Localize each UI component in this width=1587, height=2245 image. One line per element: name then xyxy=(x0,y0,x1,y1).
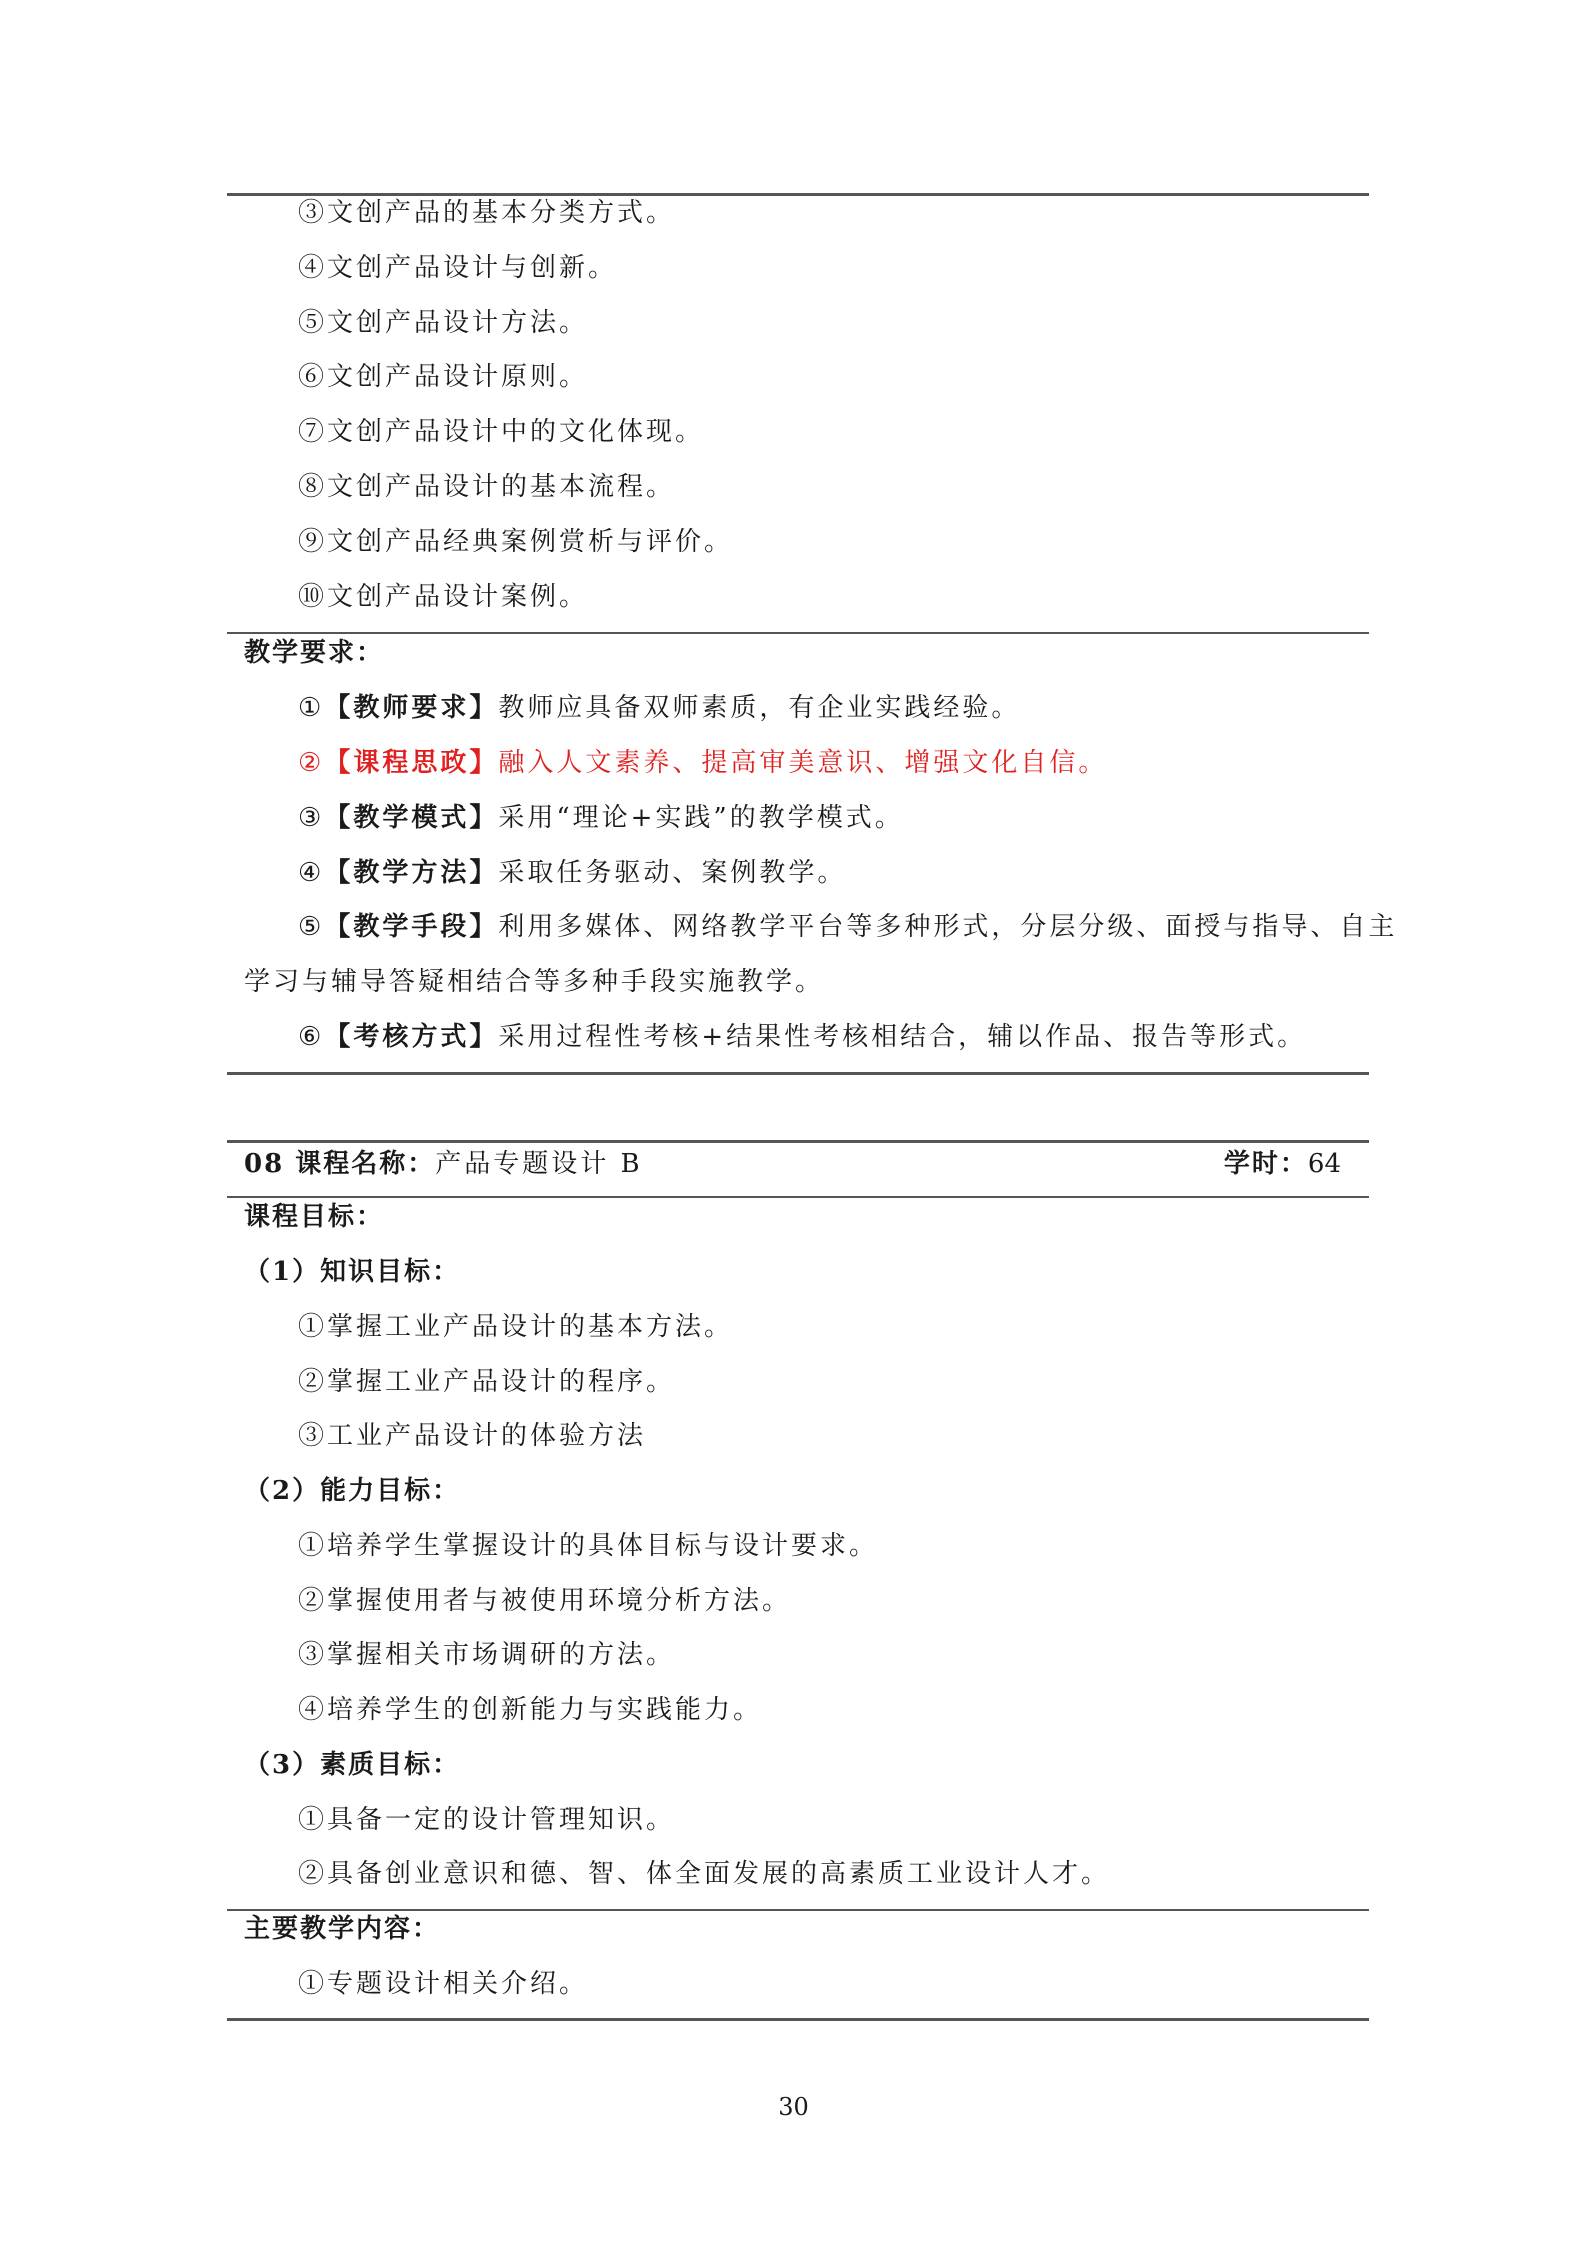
content-item: ④文创产品设计与创新。 xyxy=(298,253,618,283)
course-title-row xyxy=(244,1146,643,1182)
content-item: ⑩文创产品设计案例。 xyxy=(298,582,589,612)
course-header-rule xyxy=(227,1140,1369,1143)
content-item: ①专题设计相关介绍。 xyxy=(298,1969,589,1999)
requirement-item xyxy=(298,855,846,891)
requirement-text: 采用过程性考核+结果性考核相结合，辅以作品、报告等形式。 xyxy=(498,1022,1307,1052)
requirement-text: 利用多媒体、网络教学平台等多种形式，分层分级、面授与指导、自主 xyxy=(498,912,1398,942)
hours-label: 学时： xyxy=(1223,1149,1308,1179)
knowledge-item: ①掌握工业产品设计的基本方法。 xyxy=(298,1312,734,1342)
goals-heading: 课程目标： xyxy=(244,1202,385,1232)
content-heading: 主要教学内容： xyxy=(244,1914,441,1944)
content-item: ③文创产品的基本分类方式。 xyxy=(298,198,676,228)
requirement-num: ① xyxy=(298,693,325,723)
requirement-text: 融入人文素养、提高审美意识、增强文化自信。 xyxy=(498,748,1108,778)
page-number: 30 xyxy=(778,2093,809,2121)
hours-value: 64 xyxy=(1307,1149,1341,1179)
ability-item: ②掌握使用者与被使用环境分析方法。 xyxy=(298,1586,792,1616)
course-hours xyxy=(1224,1146,1341,1182)
requirement-num: ⑤ xyxy=(298,912,325,942)
block-end-rule xyxy=(227,2018,1369,2021)
requirement-tag: 【教师要求】 xyxy=(324,693,499,723)
knowledge-item: ③工业产品设计的体验方法 xyxy=(298,1421,647,1451)
requirement-num: ⑥ xyxy=(298,1022,325,1052)
block-end-rule xyxy=(227,1072,1369,1075)
knowledge-item: ②掌握工业产品设计的程序。 xyxy=(298,1367,676,1397)
quality-heading: （3）素质目标： xyxy=(244,1750,461,1780)
requirement-item xyxy=(298,909,1397,945)
section-divider xyxy=(227,1196,1369,1198)
knowledge-heading: （1）知识目标： xyxy=(244,1257,461,1287)
requirement-item xyxy=(298,1019,1306,1055)
requirement-num: ② xyxy=(298,748,325,778)
content-item: ⑤文创产品设计方法。 xyxy=(298,308,589,338)
quality-item: ①具备一定的设计管理知识。 xyxy=(298,1805,676,1835)
requirement-tag: 【课程思政】 xyxy=(324,748,499,778)
requirement-continuation: 学习与辅导答疑相结合等多种手段实施教学。 xyxy=(244,967,825,997)
requirement-text: 采取任务驱动、案例教学。 xyxy=(498,858,847,888)
content-item: ⑥文创产品设计原则。 xyxy=(298,362,589,392)
quality-item: ②具备创业意识和德、智、体全面发展的高素质工业设计人才。 xyxy=(298,1859,1111,1889)
content-item: ⑦文创产品设计中的文化体现。 xyxy=(298,417,705,447)
requirement-item xyxy=(298,690,1020,726)
content-item: ⑨文创产品经典案例赏析与评价。 xyxy=(298,527,734,557)
ability-item: ③掌握相关市场调研的方法。 xyxy=(298,1640,676,1670)
ability-item: ④培养学生的创新能力与实践能力。 xyxy=(298,1695,763,1725)
requirement-text: 采用“理论+实践”的教学模式。 xyxy=(498,803,904,833)
requirement-tag: 【考核方式】 xyxy=(324,1022,499,1052)
requirement-text: 教师应具备双师素质，有企业实践经验。 xyxy=(498,693,1021,723)
requirement-tag: 【教学手段】 xyxy=(324,912,499,942)
requirement-tag: 【教学方法】 xyxy=(324,858,499,888)
requirement-num: ③ xyxy=(298,803,325,833)
requirement-item xyxy=(298,800,904,836)
course-label: 08 课程名称： xyxy=(244,1149,436,1179)
content-item: ⑧文创产品设计的基本流程。 xyxy=(298,472,676,502)
requirement-tag: 【教学模式】 xyxy=(324,803,499,833)
course-name: 产品专题设计 B xyxy=(435,1149,643,1179)
requirement-num: ④ xyxy=(298,858,325,888)
section-divider xyxy=(227,632,1369,634)
ability-item: ①培养学生掌握设计的具体目标与设计要求。 xyxy=(298,1531,879,1561)
requirement-item-highlight xyxy=(298,745,1107,781)
requirements-heading: 教学要求： xyxy=(244,638,385,668)
ability-heading: （2）能力目标： xyxy=(244,1476,461,1506)
